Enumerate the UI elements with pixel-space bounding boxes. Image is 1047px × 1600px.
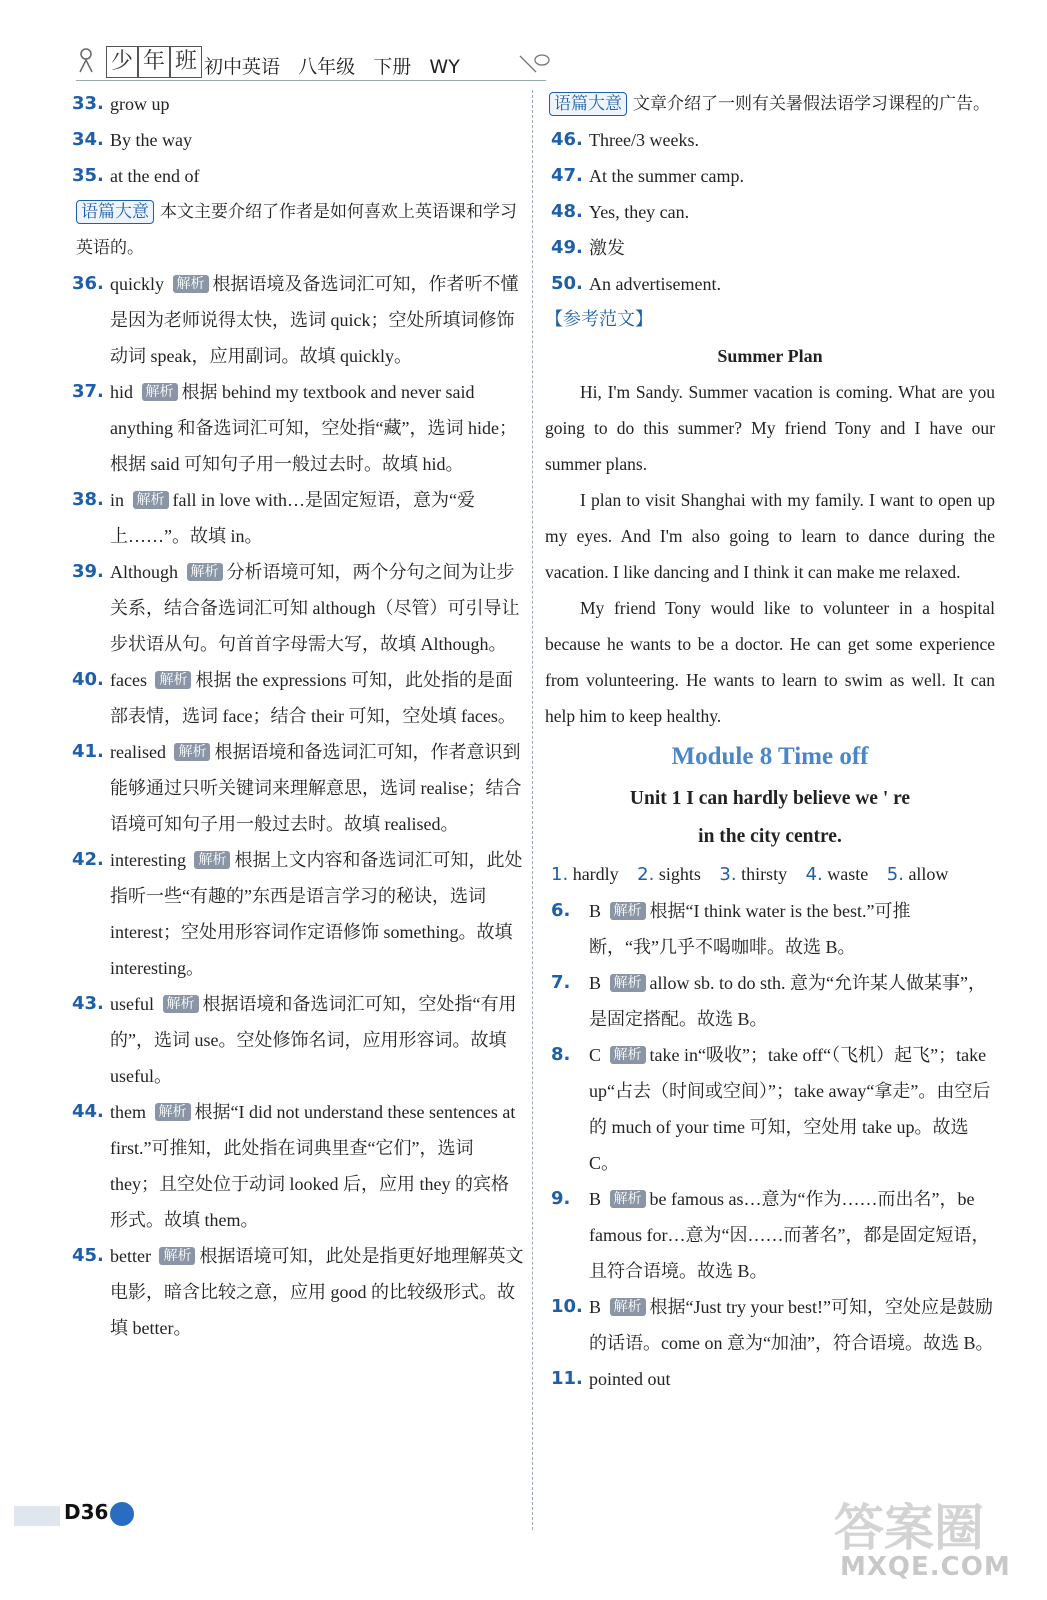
answer-item [66,482,526,554]
analysis-tag: 解析 [610,1190,646,1208]
unit-title-line-2: in the city centre. [698,826,842,847]
item-number: 41. [72,741,104,762]
item-answer: Although [110,562,179,582]
essay-paragraph: My friend Tony would like to volunteer in a hospital because he wants to be a doctor. He can get some experience from volunteering. He wants to learn to swim as well. It can help him to keep healthy. [545,598,995,726]
page-header [76,44,556,84]
summary-text: 本文主要介绍了作者是如何喜欢上英语课和学习英语的。 [76,202,517,258]
item-number: 35. [72,165,104,186]
item-answer: 激发 [589,238,625,258]
answer-item [66,1238,526,1346]
watermark-url: MXQE.COM [840,1552,1011,1582]
analysis-tag: 解析 [133,491,169,509]
item-number: 37. [72,381,104,402]
item-answer: in [110,490,125,510]
item-number: 11. [551,1368,583,1389]
answer-item [545,1361,995,1397]
pencil-figure-icon [76,46,106,76]
item-explanation: 分析语境可知，两个分句之间为让步关系，结合备选词汇可知 although（尽管）可引导让步状语从句。句首首字母需大写，故填 Although。 [110,562,520,654]
answer-item [66,662,526,734]
vocab-number: 5. [886,864,904,885]
item-number: 38. [72,489,104,510]
item-number: 48. [551,201,583,222]
page-dot-icon [110,1502,134,1526]
vocab-word: thirsty [741,864,788,884]
watermark-logo: 答案圈 [834,1499,984,1557]
analysis-tag: 解析 [174,743,210,761]
item-number: 7. [551,972,571,993]
answer-item [545,266,995,302]
analysis-tag: 解析 [610,1298,646,1316]
item-answer: grow up [110,94,170,114]
answer-item [66,374,526,482]
vocab-word: waste [827,864,869,884]
passage-summary [545,86,995,122]
item-answer: B [589,901,602,921]
analysis-tag: 解析 [142,383,178,401]
item-number: 8. [551,1044,571,1065]
answer-item [545,158,995,194]
summary-text: 文章介绍了一则有关暑假法语学习课程的广告。 [633,94,990,114]
item-answer: B [589,1189,602,1209]
essay-paragraph: Hi, I'm Sandy. Summer vacation is coming. What are you going to do this summer? My friend Tony and I have our summer plans. [545,382,995,474]
header-edition: WY [429,56,460,78]
answer-item [545,122,995,158]
item-explanation: 根据语境和备选词汇可知，空处指“有用的”，选词 use。空处修饰名词，应用形容词。故填 useful。 [110,994,517,1086]
vocab-word: sights [658,864,701,884]
item-number: 40. [72,669,104,690]
logo-char-2: 年 [138,46,170,78]
unit-title-line-1: Unit 1 I can hardly believe we ' re [629,788,911,809]
item-number: 10. [551,1296,583,1317]
analysis-tag: 解析 [610,902,646,920]
analysis-tag: 解析 [155,1103,191,1121]
analysis-tag: 解析 [610,974,646,992]
item-answer: at the end of [110,166,200,186]
item-answer: pointed out [589,1369,671,1389]
item-number: 9. [551,1188,571,1209]
bird-icon [516,48,552,78]
item-number: 36. [72,273,104,294]
item-explanation: take in“吸收”；take off“（飞机）起飞”；take up“占去（时间或空间）”；take away“拿走”。由空后的 much of your time 可知，空处用 take up。故选 C。 [589,1045,991,1173]
vocab-number: 4. [805,864,823,885]
answer-item [66,86,526,122]
analysis-tag: 解析 [163,995,199,1013]
vocab-word: hardly [572,864,619,884]
header-grade: 八年级 [298,56,356,78]
right-column [545,86,995,1397]
item-number: 46. [551,129,583,150]
item-answer: C [589,1045,602,1065]
left-column [66,86,526,1346]
header-volume: 下册 [373,56,412,78]
item-answer: them [110,1102,146,1122]
item-explanation: 根据“Just try your best!”可知，空处应是鼓励的话语。come on 意为“加油”，符合语境。故选 B。 [589,1297,994,1353]
item-answer: hid [110,382,134,402]
item-explanation: 根据 behind my textbook and never said anything 和备选词汇可知，空处指“藏”，选词 hide；根据 said 可知句子用一般过去时。故填 hid。 [110,382,517,474]
item-number: 33. [72,93,104,114]
item-answer: interesting [110,850,186,870]
item-answer: B [589,973,602,993]
answer-item [545,893,995,965]
vocab-number: 1. [551,864,569,885]
item-number: 45. [72,1245,104,1266]
answer-item [545,1289,995,1361]
item-explanation: allow sb. to do sth. 意为“允许某人做某事”，是固定搭配。故选 B。 [589,973,986,1029]
essay-title: Summer Plan [717,346,823,366]
item-number: 43. [72,993,104,1014]
page-number: D36 [64,1500,109,1524]
item-explanation: 根据“I think water is the best.”可推断，“我”几乎不喝咖啡。故选 B。 [589,901,911,957]
item-answer: better [110,1246,151,1266]
answer-item [66,122,526,158]
answer-item [66,266,526,374]
vocab-number: 3. [719,864,737,885]
analysis-tag: 解析 [194,851,230,869]
passage-summary [66,194,526,266]
summary-tag: 语篇大意 [549,92,627,116]
item-explanation: fall in love with…是固定短语，意为“爱上……”。故填 in。 [110,490,475,546]
essay-paragraph: I plan to visit Shanghai with my family. I want to open up my eyes. And I'm also going to learn to dance during the vacation. I like dancing and I think it can make me relaxed. [545,490,995,582]
item-answer: B [589,1297,602,1317]
item-number: 50. [551,273,583,294]
answer-item [66,1094,526,1238]
item-explanation: 根据 the expressions 可知，此处指的是面部表情，选词 face；结合 their 可知，空处填 faces。 [110,670,516,726]
item-number: 42. [72,849,104,870]
answer-item [66,986,526,1094]
logo-char-3: 班 [170,46,202,78]
item-answer: faces [110,670,147,690]
analysis-tag: 解析 [155,671,191,689]
analysis-tag: 解析 [173,275,209,293]
module-title: Module 8 Time off [671,743,869,770]
item-answer: useful [110,994,154,1014]
answer-item [66,158,526,194]
answer-item [545,965,995,1037]
vocab-number: 2. [637,864,655,885]
reference-essay-label: 【参考范文】 [545,309,653,330]
answer-item [66,842,526,986]
item-answer: Three/3 weeks. [589,130,699,150]
summary-tag: 语篇大意 [76,200,154,224]
answer-item [545,1181,995,1289]
answer-item [545,1037,995,1181]
item-answer: By the way [110,130,192,150]
analysis-tag: 解析 [187,563,223,581]
item-explanation: 根据“I did not understand these sentences at first.”可推知，此处指在词典里查“它们”，选词 they；且空处位于动词 looked 后，应用 they 的宾格形式。故填 them。 [110,1102,516,1230]
item-explanation: 根据语境及备选词汇可知，作者听不懂是因为老师说得太快，选词 quick；空处所填词修饰动词 speak，应用副词。故填 quickly。 [110,274,519,366]
analysis-tag: 解析 [610,1046,646,1064]
item-answer: quickly [110,274,164,294]
answer-item [66,734,526,842]
column-divider [532,90,533,1530]
logo-char-1: 少 [106,46,138,78]
item-explanation: 根据上文内容和备选词汇可知，此处指听一些“有趣的”东西是语言学习的秘诀，选词 interest；空处用形容词作定语修饰 something。故填 interesting。 [110,850,523,978]
item-explanation: 根据语境可知，此处是指更好地理解英文电影，暗含比较之意，应用 good 的比较级形式。故填 better。 [110,1246,524,1338]
item-answer: Yes, they can. [589,202,690,222]
item-number: 47. [551,165,583,186]
analysis-tag: 解析 [159,1247,195,1265]
vocab-word: allow [908,864,949,884]
vocab-row [545,856,995,893]
answer-item [545,194,995,230]
answer-item [66,554,526,662]
answer-item [545,230,995,266]
item-number: 44. [72,1101,104,1122]
item-explanation: 根据语境和备选词汇可知，作者意识到能够通过只听关键词来理解意思，选词 realise；结合语境可知句子用一般过去时。故填 realised。 [110,742,522,834]
header-title [204,52,460,79]
item-answer: realised [110,742,166,762]
item-number: 34. [72,129,104,150]
item-number: 49. [551,237,583,258]
header-subject: 初中英语 [204,56,281,78]
item-answer: At the summer camp. [589,166,744,186]
item-answer: An advertisement. [589,274,721,294]
item-number: 39. [72,561,104,582]
header-rule [76,80,546,81]
item-explanation: be famous as…意为“作为……而出名”，be famous for…意为“因……而著名”，都是固定短语，且符合语境。故选 B。 [589,1189,990,1281]
page-number-bar [14,1506,60,1526]
item-number: 6. [551,900,571,921]
